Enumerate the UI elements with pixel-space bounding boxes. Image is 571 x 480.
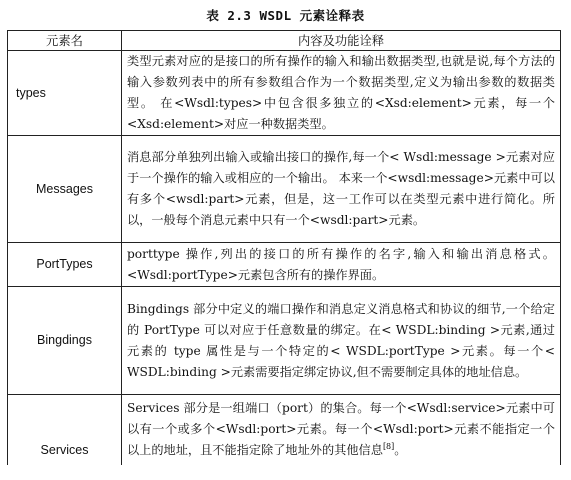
header-element-name: 元素名 xyxy=(8,31,122,51)
element-name-cell: types xyxy=(8,51,122,136)
element-description-cell: Bingdings 部分中定义的端口操作和消息定义消息格式和协议的细节,一个给定的 PortType 可以对应于任意数量的绑定。在< WSDL:binding >元素,通过元素的 type 属性是与一个特定的< WSDL:portType >元素。每一个< WSDL:binding >元素需要指定绑定协议,但不需要制定具体的地址信息。 xyxy=(122,287,561,395)
element-name-cell: Bingdings xyxy=(8,287,122,395)
element-description-cell: porttype 操作,列出的接口的所有操作的名字,输入和输出消息格式。<Wsdl:portType>元素包含所有的操作界面。 xyxy=(122,243,561,287)
description-text: Services 部分是一组端口（port）的集合。每一个<Wsdl:service>元素中可以有一个或多个<Wsdl:port>元素。每一个<Wsdl:port>元素不能指定一个以上的地址，且不能指定除了地址外的其他信息 xyxy=(127,401,555,458)
table-row xyxy=(8,243,561,287)
element-name-cell: Messages xyxy=(8,136,122,243)
description-trailing: 。 xyxy=(394,443,407,458)
citation-link[interactable]: [8] xyxy=(382,442,395,452)
table-row xyxy=(8,287,561,395)
wsdl-elements-table xyxy=(7,30,561,465)
table-row xyxy=(8,51,561,136)
element-description-cell: 类型元素对应的是接口的所有操作的输入和输出数据类型,也就是说,每个方法的输入参数列表中的所有参数组合作为一个数据类型,定义为输出参数的数据类型。 在<Wsdl:types>中包含很多独立的<Xsd:element>元素，每一个<Xsd:element>对应一种数据类型。 xyxy=(122,51,561,136)
table-header-row xyxy=(8,31,561,51)
element-name-cell: PortTypes xyxy=(8,243,122,287)
table-row xyxy=(8,136,561,243)
element-name-cell: Services xyxy=(8,395,122,465)
header-description: 内容及功能诠释 xyxy=(122,31,561,51)
table-row xyxy=(8,395,561,465)
table-caption: 表 2.3 WSDL 元素诠释表 xyxy=(206,8,365,23)
element-description-cell xyxy=(122,395,561,465)
element-description-cell: 消息部分单独列出输入或输出接口的操作,每一个< Wsdl:message >元素对应于一个操作的输入或相应的一个输出。 本来一个<wsdl:message>元素中可以有多个<wsdl:part>元素，但是，这一工作可以在类型元素中进行简化。所以，一般每个消息元素中只有一个<wsdl:part>元素。 xyxy=(122,136,561,243)
